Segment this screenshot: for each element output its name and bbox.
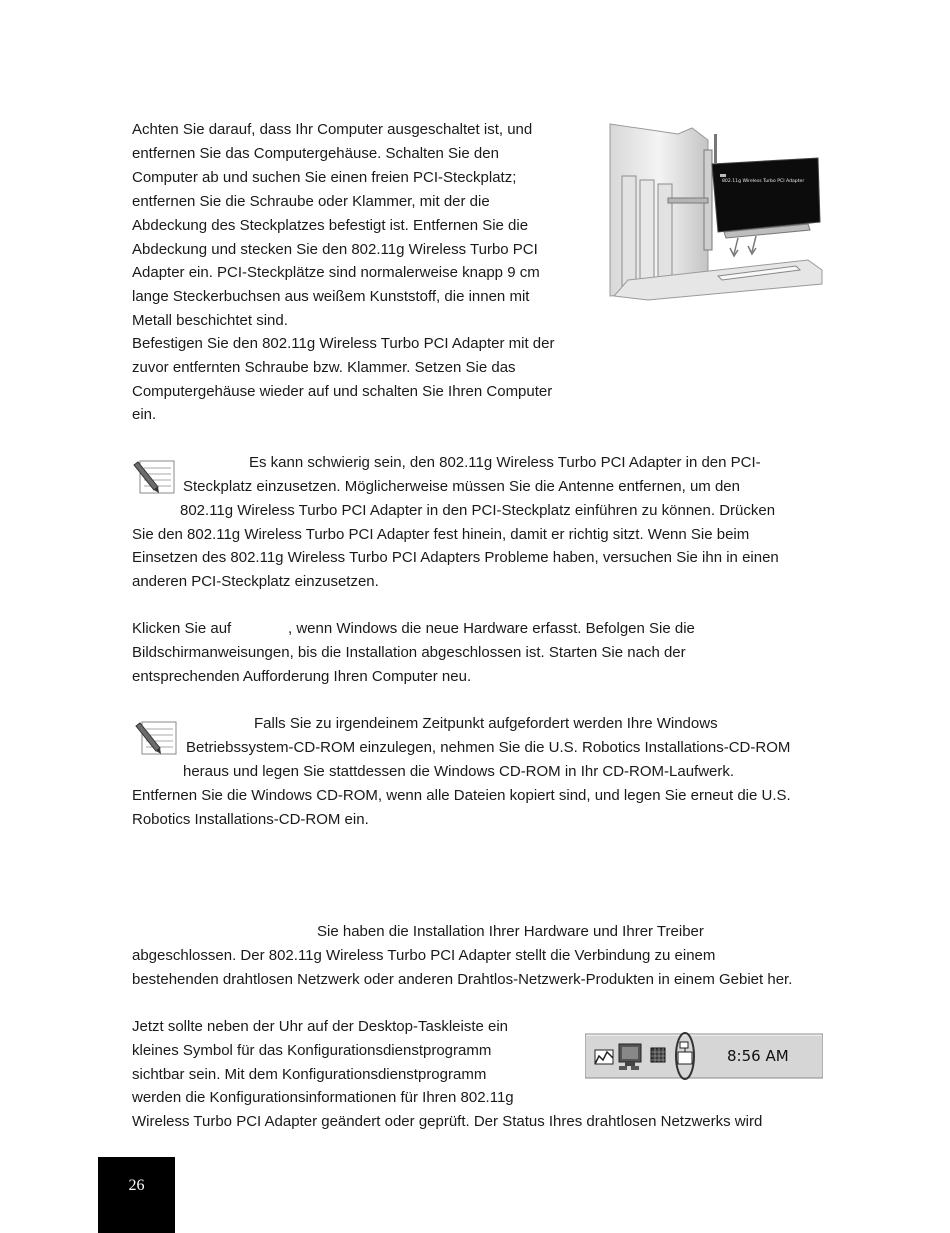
text-line: entfernen Sie das Computergehäuse. Schalten Sie den [132,145,499,162]
text-line: sichtbar sein. Mit dem Konfigurationsdienstprogramm [132,1066,487,1083]
clock-text: 8:56 AM [727,1047,789,1065]
text-line: Sie haben die Installation Ihrer Hardware und Ihrer Treiber [317,923,704,940]
text-line: lange Steckerbuchsen aus weißem Kunststoff, die innen mit [132,288,530,305]
text-line: Steckplatz einzusetzen. Möglicherweise müssen Sie die Antenne entfernen, um den [183,478,740,495]
text-line: 802.11g Wireless Turbo PCI Adapter in den PCI-Steckplatz einführen zu können. Drücken [180,502,776,519]
volume-icon [651,1048,665,1062]
note-icon [134,720,178,756]
text-line: Robotics Installations-CD-ROM ein. [132,811,369,828]
text-line: Achten Sie darauf, dass Ihr Computer ausgeschaltet ist, und [132,121,533,138]
text-line: bestehenden drahtlosen Netzwerk oder anderen Drahtlos-Netzwerk-Produkten in einem Gebiet her. [132,971,793,988]
text-line: kleines Symbol für das Konfigurationsdienstprogramm [132,1042,492,1059]
text-line: Adapter ein. PCI-Steckplätze sind normalerweise knapp 9 cm [132,264,540,281]
text-line: Falls Sie zu irgendeinem Zeitpunkt aufgefordert werden Ihre Windows [254,715,718,732]
page-number-box [98,1157,175,1233]
text-line: anderen PCI-Steckplatz einzusetzen. [132,573,379,590]
page-number: 26 [128,1177,145,1194]
system-tray-illustration [585,1030,823,1082]
text-line: entfernen Sie die Schraube oder Klammer, mit der die [132,193,490,210]
text-line: Abdeckung des Steckplatzes befestigt ist. Entfernen Sie die [132,217,529,234]
text-line: Abdeckung und stecken Sie den 802.11g Wireless Turbo PCI [132,241,538,258]
text-line: Computer ab und suchen Sie einen freien PCI-Steckplatz; [132,169,517,186]
text-line: Jetzt sollte neben der Uhr auf der Desktop-Taskleiste ein [132,1018,509,1035]
text-line: werden die Konfigurationsinformationen für Ihren 802.11g [132,1089,514,1106]
text-line: Sie den 802.11g Wireless Turbo PCI Adapter fest hinein, damit er richtig sitzt. Wenn Sie beim [132,526,750,543]
text-line: Klicken Sie auf [132,620,232,637]
text-line: Es kann schwierig sein, den 802.11g Wireless Turbo PCI Adapter in den PCI- [249,454,761,471]
text-line: Einsetzen des 802.11g Wireless Turbo PCI Adapters Probleme haben, versuchen Sie ihn in einen [132,549,779,566]
text-line: Bildschirmanweisungen, bis die Installation abgeschlossen ist. Starten Sie nach der [132,644,686,661]
text-line: Betriebssystem-CD-ROM einzulegen, nehmen Sie die U.S. Robotics Installations-CD-ROM [186,739,791,756]
note-icon [132,459,176,495]
text-line: , wenn Windows die neue Hardware erfasst. Befolgen Sie die [288,620,695,637]
pci-card-label: 802.11g Wireless Turbo PCI Adapter [722,179,805,184]
text-line: heraus und legen Sie stattdessen die Windows CD-ROM in Ihr CD-ROM-Laufwerk. [183,763,735,780]
text-line: entsprechenden Aufforderung Ihren Computer neu. [132,668,472,685]
text-line: Metall beschichtet sind. [132,312,288,329]
text-line: Entfernen Sie die Windows CD-ROM, wenn alle Dateien kopiert sind, und legen Sie erneut die U.S. [132,787,791,804]
network-icon [595,1050,613,1064]
text-line: Computergehäuse wieder auf und schalten Sie Ihren Computer [132,383,553,400]
text-line: ein. [132,406,157,423]
pci-card-illustration [608,120,824,302]
text-line: Wireless Turbo PCI Adapter geändert oder geprüft. Der Status Ihres drahtlosen Netzwerks wird [132,1113,763,1130]
text-line: zuvor entfernten Schraube bzw. Klammer. Setzen Sie das [132,359,516,376]
text-line: abgeschlossen. Der 802.11g Wireless Turbo PCI Adapter stellt die Verbindung zu einem [132,947,716,964]
text-line: Befestigen Sie den 802.11g Wireless Turbo PCI Adapter mit der [132,335,555,352]
